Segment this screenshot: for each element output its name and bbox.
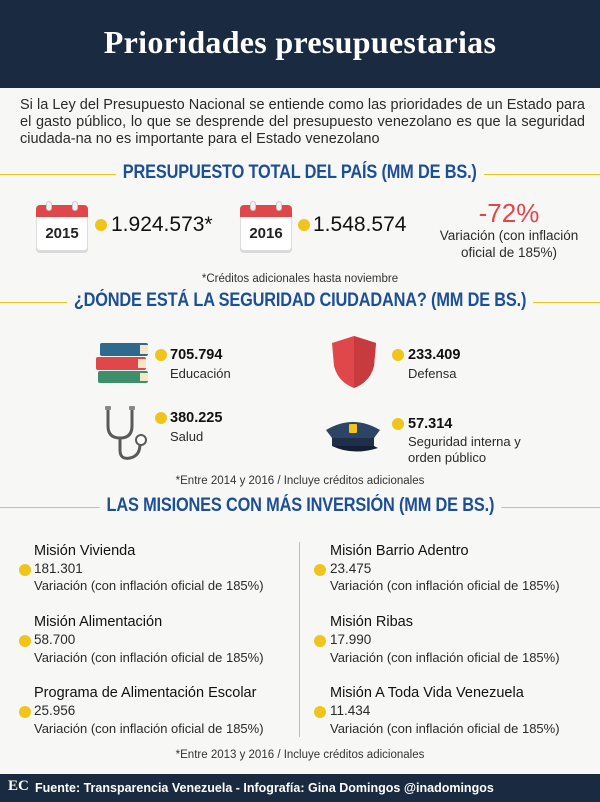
page-title: Prioridades presupuestarias	[103, 24, 497, 60]
budget-note: *Créditos adicionales hasta noviembre	[201, 273, 399, 285]
mission-name: Misión Alimentación	[34, 614, 163, 630]
education-label: Educación	[170, 366, 231, 381]
police-cap-icon	[322, 414, 384, 458]
missions-note: *Entre 2013 y 2016 / Incluye créditos adicionales	[175, 749, 425, 761]
health-label: Salud	[170, 429, 204, 444]
mission-variation: Variación (con inflación oficial de 185%)	[34, 721, 264, 736]
mission-name: Misión Vivienda	[34, 543, 136, 559]
calendar-icon	[240, 199, 292, 251]
bullet-dot	[392, 349, 404, 361]
defense-value: 233.409	[408, 347, 461, 363]
budget-value-2016: 1.548.574	[313, 213, 407, 236]
security-note: *Entre 2014 y 2016 / Incluye créditos adicionales	[175, 475, 425, 487]
mission-value: 11.434	[330, 703, 371, 718]
mission-value: 23.475	[330, 561, 372, 576]
mission-variation: Variación (con inflación oficial de 185%)	[330, 650, 560, 665]
bullet-dot	[298, 219, 310, 231]
mission-variation: Variación (con inflación oficial de 185%)	[330, 578, 560, 593]
bullet-dot	[155, 412, 167, 424]
calendar-icon	[36, 199, 88, 251]
shield-icon	[330, 334, 378, 390]
bullet-dot	[314, 635, 326, 647]
bullet-dot	[392, 418, 404, 430]
health-value: 380.225	[170, 410, 223, 426]
budget-variation-value: -72%	[478, 198, 540, 228]
internal-security-label: Seguridad interna y orden público	[408, 434, 521, 465]
mission-variation: Variación (con inflación oficial de 185%)	[34, 650, 264, 665]
books-icon	[96, 338, 150, 386]
bullet-dot	[155, 349, 167, 361]
bullet-dot	[314, 706, 326, 718]
footer-source: Fuente: Transparencia Venezuela - Infografía: Gina Domingos @inadomingos	[35, 781, 494, 795]
budget-variation-text: Variación (con inflación oficial de 185%)	[439, 228, 579, 260]
internal-security-value: 57.314	[408, 416, 453, 432]
mission-value: 17.990	[330, 632, 372, 647]
bullet-dot	[19, 635, 31, 647]
mission-name: Programa de Alimentación Escolar	[34, 685, 257, 701]
bullet-dot	[95, 219, 107, 231]
security-section-title: ¿DÓNDE ESTÁ LA SEGURIDAD CIUDADANA? (MM DE BS.)	[0, 290, 600, 312]
bullet-dot	[19, 564, 31, 576]
stethoscope-icon	[100, 404, 152, 464]
budget-year-2015: 2015	[45, 225, 79, 242]
brand-logo: EC	[8, 778, 29, 794]
mission-value: 58.700	[34, 632, 76, 647]
mission-name: Misión Ribas	[330, 614, 413, 630]
bullet-dot	[314, 564, 326, 576]
footer-bar	[0, 774, 600, 802]
budget-year-2016: 2016	[249, 225, 283, 242]
intro-paragraph: Si la Ley del Presupuesto Nacional se entiende como las prioridades de un Estado para el gasto público, lo que se desprende del presupuesto venezolano es que la seguridad ciudada-na no es importante para el Estado venezolano	[20, 97, 585, 147]
column-divider	[299, 542, 300, 737]
defense-label: Defensa	[408, 366, 457, 381]
header-banner	[0, 0, 600, 88]
mission-variation: Variación (con inflación oficial de 185%)	[34, 578, 264, 593]
budget-section-title: PRESUPUESTO TOTAL DEL PAÍS (MM DE BS.)	[0, 162, 600, 184]
education-value: 705.794	[170, 347, 223, 363]
mission-value: 181.301	[34, 561, 83, 576]
bullet-dot	[19, 706, 31, 718]
mission-name: Misión A Toda Vida Venezuela	[330, 685, 524, 701]
budget-value-2015: 1.924.573*	[111, 213, 213, 236]
mission-name: Misión Barrio Adentro	[330, 543, 469, 559]
mission-value: 25.956	[34, 703, 76, 718]
mission-variation: Variación (con inflación oficial de 185%)	[330, 721, 560, 736]
missions-section-title: LAS MISIONES CON MÁS INVERSIÓN (MM DE BS.)	[0, 495, 600, 517]
